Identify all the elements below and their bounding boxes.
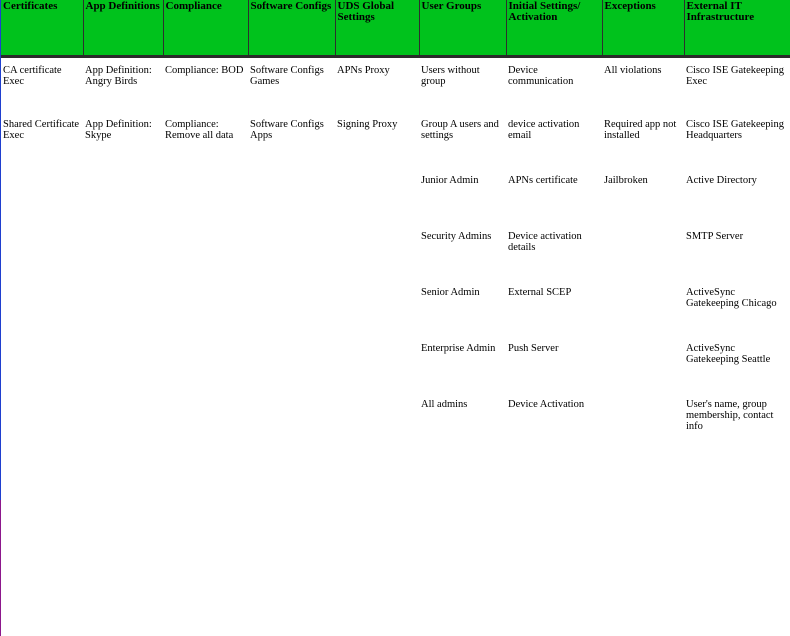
table-cell [1,168,83,224]
table-cell: Cisco ISE Gatekeeping Exec [686,64,784,87]
table-cell: Jailbroken [604,175,648,186]
table-row [1,56,790,112]
table-cell: Device communication [508,64,574,87]
header-exceptions: Exceptions [602,0,684,56]
table-cell [83,336,163,392]
table-cell: Compliance: BOD [165,64,244,76]
table-cell: Security Admins [421,231,492,242]
table-cell [83,392,163,448]
header-row [1,0,790,56]
header-software-configs: Software Configs [248,0,335,56]
table-cell: Push Server [508,343,559,354]
table-row [1,168,790,224]
table-row [1,392,790,448]
header-uds-global-settings: UDS Global Settings [335,0,419,56]
table-cell: Enterprise Admin [421,343,496,354]
table-cell [163,392,248,448]
table-cell [335,280,419,336]
table-cell [1,336,83,392]
table-cell: Compliance: Remove all data [165,119,234,141]
header-user-groups: User Groups [419,0,506,56]
table-cell: User's name, group membership, contact info [686,399,774,432]
table-cell [335,168,419,224]
table-cell: Signing Proxy [337,119,398,130]
mapping-table [1,0,790,448]
table-cell: ActiveSync Gatekeeping Seattle [686,343,771,365]
table-cell [163,168,248,224]
table-cell [248,280,335,336]
table-cell: Device activation details [508,231,582,253]
header-app-definitions: App Definitions [83,0,163,56]
table-cell [248,224,335,280]
table-cell: Cisco ISE Gatekeeping Headquarters [686,119,784,141]
table-cell [602,224,684,280]
table-row [1,224,790,280]
table-cell [163,336,248,392]
table-cell [248,392,335,448]
table-cell: Group A users and settings [421,119,499,141]
table-cell: Senior Admin [421,287,480,298]
table-cell: Active Directory [686,175,757,186]
table-cell [83,280,163,336]
table-cell [163,224,248,280]
table-cell [248,168,335,224]
table-cell [602,392,684,448]
table-cell: Software Configs Games [250,64,324,87]
table-row [1,280,790,336]
table-cell: Users without group [421,64,480,87]
table-cell [83,224,163,280]
header-external-it-infrastructure: External IT Infrastructure [684,0,790,56]
table-cell [335,336,419,392]
table-cell [335,224,419,280]
table-cell: External SCEP [508,287,572,298]
table-cell: Junior Admin [421,175,479,186]
header-certificates: Certificates [1,0,83,56]
table-cell [335,392,419,448]
table-cell: App Definition: Angry Birds [85,64,152,87]
table-cell: CA certificate Exec [3,64,62,87]
table-row [1,112,790,168]
table-cell: All admins [421,399,468,410]
table-cell [602,280,684,336]
table-cell: All violations [604,64,662,76]
table-cell: Shared Certificate Exec [3,119,80,141]
table-cell: Required app not installed [604,119,677,141]
table-cell: App Definition: Skype [85,119,152,141]
table-cell [1,392,83,448]
table-cell [83,168,163,224]
header-compliance: Compliance [163,0,248,56]
table-cell: SMTP Server [686,231,744,242]
table-cell: Device Activation [508,399,585,410]
table-cell: device activation email [508,119,580,141]
table-row [1,336,790,392]
table-cell: ActiveSync Gatekeeping Chicago [686,287,777,309]
table-cell: APNs certificate [508,175,578,186]
table-cell [1,280,83,336]
header-initial-settings-activation: Initial Settings/ Activation [506,0,602,56]
table-cell: Software Configs Apps [250,119,324,141]
table-cell [248,336,335,392]
table-cell: APNs Proxy [337,64,390,76]
table-cell [1,224,83,280]
left-edge-lower [0,500,1,636]
table-cell [163,280,248,336]
table-cell [602,336,684,392]
